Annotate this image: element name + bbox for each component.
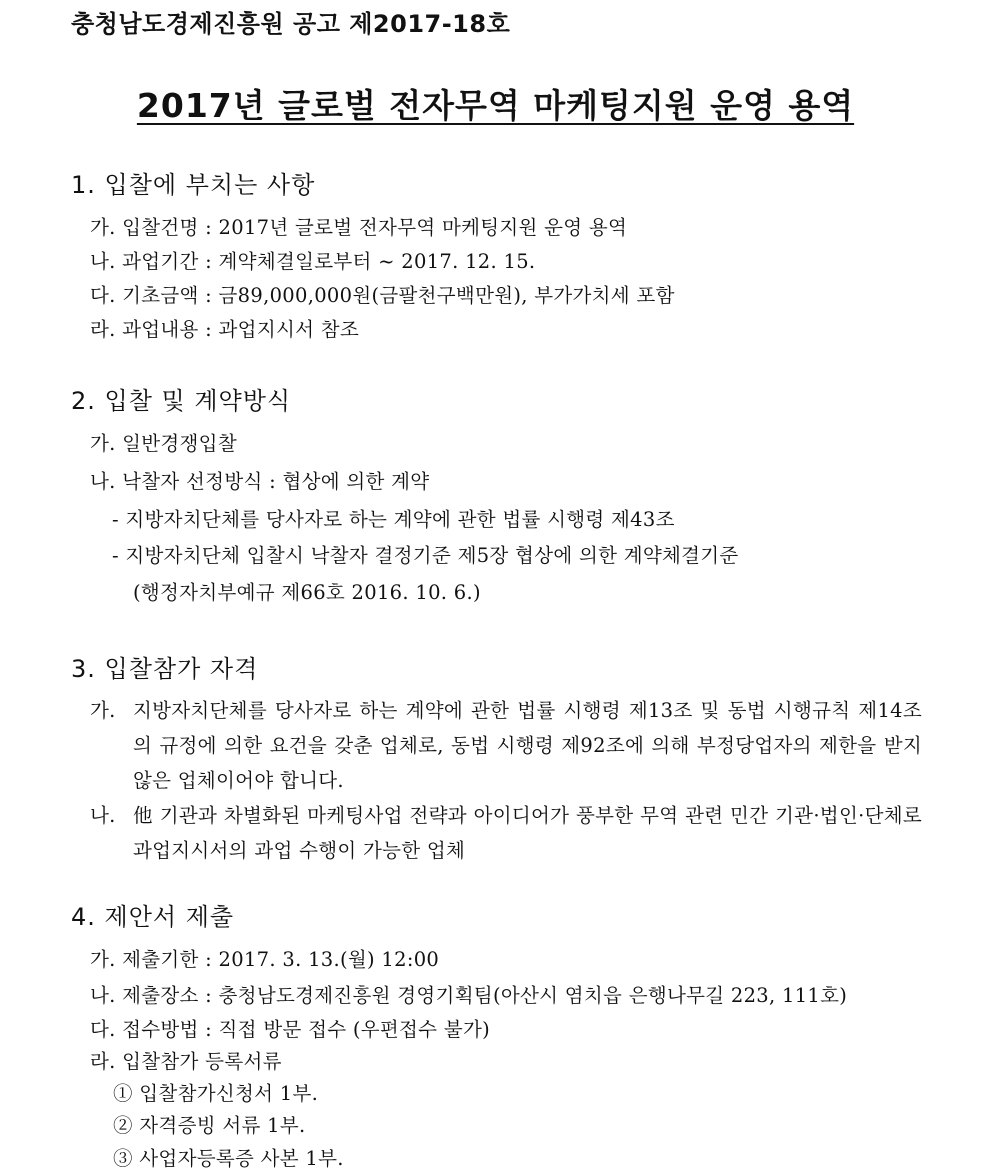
sub-note: (행정자치부예규 제66호 2016. 10. 6.) <box>133 581 481 604</box>
list-item: 가. 입찰건명 : 2017년 글로벌 전자무역 마케팅지원 운영 용역 <box>90 216 628 239</box>
list-item: 가. 제출기한 : 2017. 3. 13.(월) 12:00 <box>90 948 440 971</box>
paragraph-text: 他 기관과 차별화된 마케팅사업 전략과 아이디어가 풍부한 무역 관련 민간 기관·법인·단체로 과업지시서의 과업 수행이 가능한 업체 <box>133 804 922 862</box>
notice-number: 충청남도경제진흥원 공고 제2017-18호 <box>71 10 511 38</box>
document-item: ③ 사업자등록증 사본 1부. <box>113 1147 344 1170</box>
list-item: 다. 기초금액 : 금89,000,000원(금팔천구백만원), 부가가치세 포함 <box>90 284 675 307</box>
section-heading: 2. 입찰 및 계약방식 <box>71 387 292 415</box>
section-heading: 3. 입찰참가 자격 <box>71 655 259 683</box>
section-heading: 4. 제안서 제출 <box>71 903 235 931</box>
list-item: 가. 일반경쟁입찰 <box>90 432 237 455</box>
list-item: 다. 접수방법 : 직접 방문 접수 (우편접수 불가) <box>90 1018 491 1041</box>
paragraph <box>90 798 922 868</box>
document-item: ① 입찰참가신청서 1부. <box>113 1082 319 1105</box>
list-item: 라. 입찰참가 등록서류 <box>90 1050 282 1073</box>
section-heading: 1. 입찰에 부치는 사항 <box>71 171 316 199</box>
dash-item: - 지방자치단체를 당사자로 하는 계약에 관한 법률 시행령 제43조 <box>112 508 675 531</box>
document-title-text: 2017년 글로벌 전자무역 마케팅지원 운영 용역 <box>136 86 855 125</box>
paragraph-text: 지방자치단체를 당사자로 하는 계약에 관한 법률 시행령 제13조 및 동법 시행규칙 제14조의 규정에 의한 요건을 갖춘 업체로, 동법 시행령 제92조에 의해 부정당업자의 제한을 받지 않은 업체이어야 합니다. <box>133 699 922 792</box>
list-item: 라. 과업내용 : 과업지시서 참조 <box>90 318 360 341</box>
list-item: 나. 낙찰자 선정방식 : 협상에 의한 계약 <box>90 470 430 493</box>
list-item: 나. 과업기간 : 계약체결일로부터 ~ 2017. 12. 15. <box>90 250 536 273</box>
document-item: ② 자격증빙 서류 1부. <box>113 1114 306 1137</box>
paragraph <box>90 693 922 798</box>
qualification-paragraphs <box>90 693 922 868</box>
paragraph-label: 나. <box>90 804 116 827</box>
document-title <box>0 80 991 127</box>
dash-item: - 지방자치단체 입찰시 낙찰자 결정기준 제5장 협상에 의한 계약체결기준 <box>112 544 739 567</box>
paragraph-label: 가. <box>90 699 116 722</box>
list-item: 나. 제출장소 : 충청남도경제진흥원 경영기획팀(아산시 염치읍 은행나무길 223, 111호) <box>90 984 848 1007</box>
